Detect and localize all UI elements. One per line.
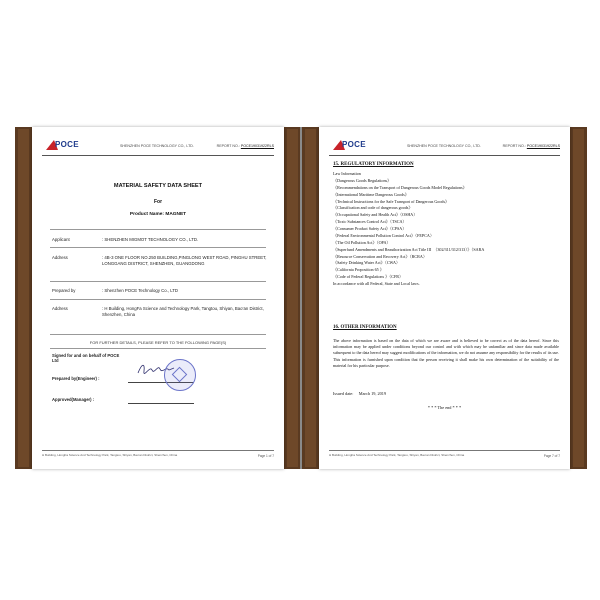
prepared-by-engineer-label: Prepared by(Engineer) : <box>52 376 100 381</box>
approved-by-manager-label: Approved(Manager) : <box>52 397 95 402</box>
list-item: In accordance with all Federal, State and Local laws. <box>333 281 420 286</box>
page-footer <box>329 450 560 463</box>
page-footer <box>42 450 274 463</box>
frame-edge-center-right <box>302 127 319 469</box>
end-marker: * * * The end * * * <box>427 405 462 410</box>
page-number: Page 7 of 7 <box>543 454 560 458</box>
further-details-note: FOR FURTHER DETAILS, PLEASE REFER TO THE FOLLOWING PAGE(S) <box>89 340 227 345</box>
poce-logo <box>46 138 82 152</box>
divider <box>50 348 266 349</box>
issued-date-value: March 19, 2019 <box>358 391 387 396</box>
other-information-paragraph: The above information is based on the data of which we are aware and is believed to be correct as of the data hereof. Since this information may be applied under conditions beyond our control and with which may be unfamiliar and since data made available subsequent to the data hereof may suggest modifications of the information, we do not assume any responsibility for the results of its use. This information is furnished upon condition that the person receiving it shall make his own determination of the suitability of the material for his particular purpose. <box>333 338 559 368</box>
list-item: 《Code of Federal Regulations 》（CFR） <box>333 274 404 280</box>
product-name: Product Name: MAGNET <box>129 212 187 217</box>
section-15-title: 15. REGULATORY INFORMATION <box>333 162 414 167</box>
header-company: SHENZHEN POCE TECHNOLOGY CO., LTD. <box>120 144 194 148</box>
logo-text: POCE <box>55 140 79 149</box>
list-item: 《Superfund Amendments and Reauthorization Act Title III （302/311/312/313）》（SARA <box>333 246 485 252</box>
divider <box>50 334 266 335</box>
report-label: REPORT NO.: <box>216 144 240 148</box>
document-page-cover <box>32 127 284 469</box>
poce-logo <box>333 138 369 152</box>
list-item: 《International Maritime Dangerous Goods》 <box>333 191 409 197</box>
list-item: 《Occupational Safety and Health Act》（OSHA） <box>333 212 418 218</box>
list-item: 《Technical Instructions for the Safe Transport of Dangerous Goods》 <box>333 198 450 204</box>
document-page-final <box>319 127 570 469</box>
header-company: SHENZHEN POCE TECHNOLOGY CO., LTD. <box>407 144 481 148</box>
for-label: For <box>153 199 163 205</box>
field-value: : SHENZHEN MIGMOT TECHNOLOGY CO., LTD. <box>102 237 199 242</box>
footer-address: H Building, HongFa Science And Technology Park, Tangtou, Shiyan, Bao'an District, Shenzhen, China <box>329 453 465 457</box>
header-report <box>503 144 560 148</box>
field-value: : Shenzhen POCE Technology Co., LTD <box>102 288 179 293</box>
report-number: POCE19031922RLS <box>240 144 274 148</box>
company-seal-stamp <box>164 359 196 391</box>
list-item: 《Classification and code of dangerous goods》 <box>333 205 413 211</box>
list-item: 《California Proposition 65 》 <box>333 267 384 273</box>
list-item: 《Safety Drinking Water Act》（CWA） <box>333 260 401 266</box>
logo-text: POCE <box>342 140 366 149</box>
divider <box>50 299 266 300</box>
page-number: Page 1 of 7 <box>257 454 274 458</box>
field-label: Prepared by <box>52 288 76 293</box>
list-item: 《Federal Environmental Pollution Control Act》（FEPCA） <box>333 232 434 238</box>
list-item: 《Dangerous Goods Regulations》 <box>333 177 392 183</box>
regulation-list <box>333 171 558 288</box>
list-item: 《Toxic Substances Control Act》（TSCA） <box>333 219 407 225</box>
report-label: REPORT NO.: <box>502 144 526 148</box>
list-item: 《Consumer Product Safety Act》（CPSA） <box>333 226 407 231</box>
field-value: : 4B-3 ONE FLOOR NO.250 BUILDING,PINGLONG WEST ROAD, PINGHU STREET, LONGGANG DISTRICT, SHENZHEN, GUANGDONG <box>102 255 267 267</box>
list-item: 《The Oil Pollution Act》（OPA） <box>333 239 391 245</box>
signed-on-behalf: Signed for and on behalf of POCE Ltd <box>52 353 120 364</box>
section-16-title: 16. OTHER INFORMATION <box>333 325 397 330</box>
issued-date-label: Issued date: <box>333 391 354 396</box>
divider <box>50 247 266 248</box>
list-item: Law Information <box>333 171 361 176</box>
page-header <box>329 135 560 156</box>
field-label: Address <box>52 255 68 260</box>
field-label: Address <box>52 306 68 311</box>
book-spine <box>300 127 302 469</box>
page-header <box>42 135 274 156</box>
signature-line <box>128 403 194 404</box>
frame-edge-right <box>570 127 587 469</box>
footer-address: H Building, HongFa Science And Technology Park, Tangtou, Shiyan, Bao'an District, Shenzhen, China <box>42 453 178 457</box>
issued-date <box>333 391 386 396</box>
field-value: : H Building, HongFa Science and Technology Park, Tangtou, Shiyan, Bao’an District, Shenzhen, China <box>102 306 264 318</box>
divider <box>50 229 266 230</box>
report-number: POCE19031922RLS <box>526 144 560 148</box>
divider <box>50 281 266 282</box>
field-label: Applicant <box>52 237 70 242</box>
frame-edge-left <box>15 127 32 469</box>
list-item: 《Resource Conservation and Recovery Act》（RCRA） <box>333 253 427 259</box>
document-title: MATERIAL SAFETY DATA SHEET <box>113 183 203 189</box>
frame-edge-center-left <box>284 127 301 469</box>
header-report <box>217 144 274 148</box>
list-item: 《Recommendations on the Transport of Dangerous Goods Model Regulations》 <box>333 184 467 190</box>
